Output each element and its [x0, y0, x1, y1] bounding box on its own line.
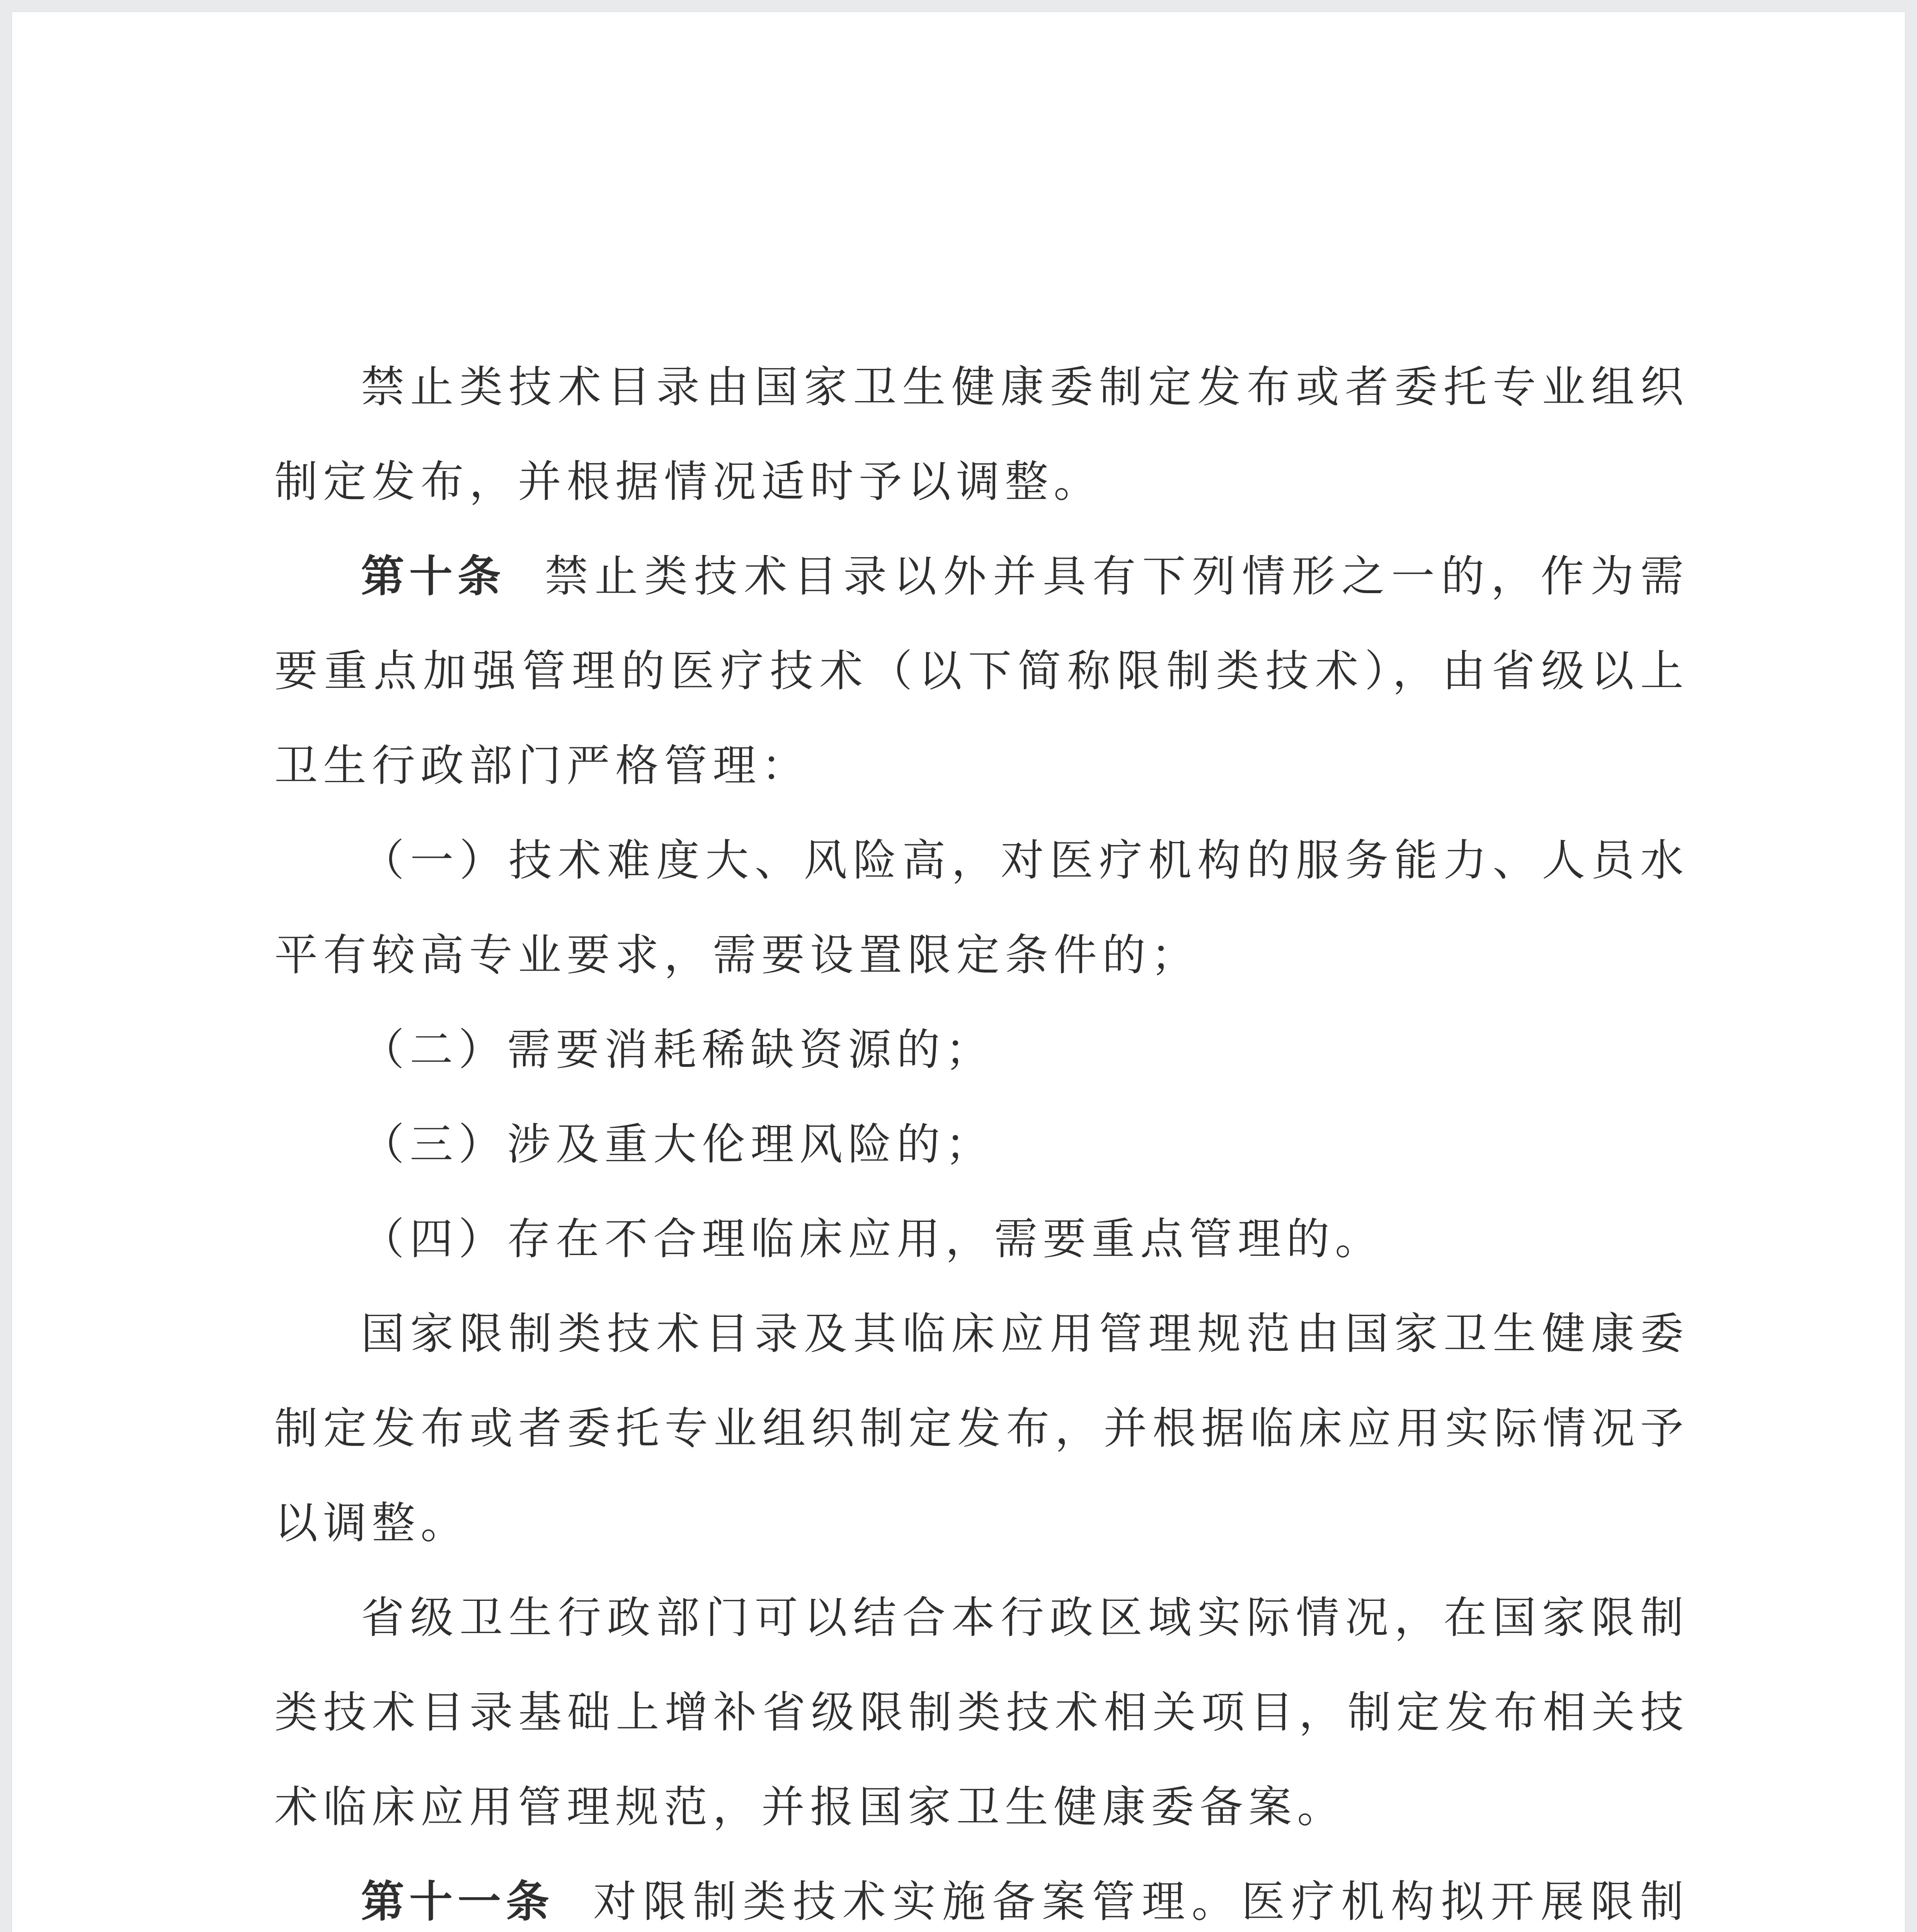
document-page: [12, 12, 1905, 1932]
article-paragraph: 第十条 禁止类技术目录以外并具有下列情形之一的，作为需要重点加强管理的医疗技术（以下简称限制类技术），由省级以上卫生行政部门严格管理：: [274, 551, 1689, 791]
list-item: （二）需要消耗稀缺资源的；: [361, 1025, 994, 1075]
article-paragraph: 第十一条 对限制类技术实施备案管理。医疗机构拟开展限制: [361, 1877, 1689, 1927]
document-body: [274, 340, 1689, 1932]
paragraph: 省级卫生行政部门可以结合本行政区域实际情况，在国家限制类技术目录基础上增补省级限制类技术相关项目，制定发布相关技术临床应用管理规范，并报国家卫生健康委备案。: [274, 1593, 1689, 1832]
list-item: （四）存在不合理临床应用，需要重点管理的。: [361, 1214, 1384, 1264]
paragraph: 禁止类技术目录由国家卫生健康委制定发布或者委托专业组织制定发布，并根据情况适时予以调整。: [274, 362, 1689, 507]
list-item: （三）涉及重大伦理风险的；: [361, 1119, 994, 1170]
article-heading: 第十条: [361, 551, 506, 602]
article-heading: 第十一条: [361, 1877, 555, 1927]
paragraph: 国家限制类技术目录及其临床应用管理规范由国家卫生健康委制定发布或者委托专业组织制定发布，并根据临床应用实际情况予以调整。: [274, 1309, 1689, 1548]
list-item: （一）技术难度大、风险高，对医疗机构的服务能力、人员水平有较高专业要求，需要设置限定条件的；: [274, 835, 1689, 980]
